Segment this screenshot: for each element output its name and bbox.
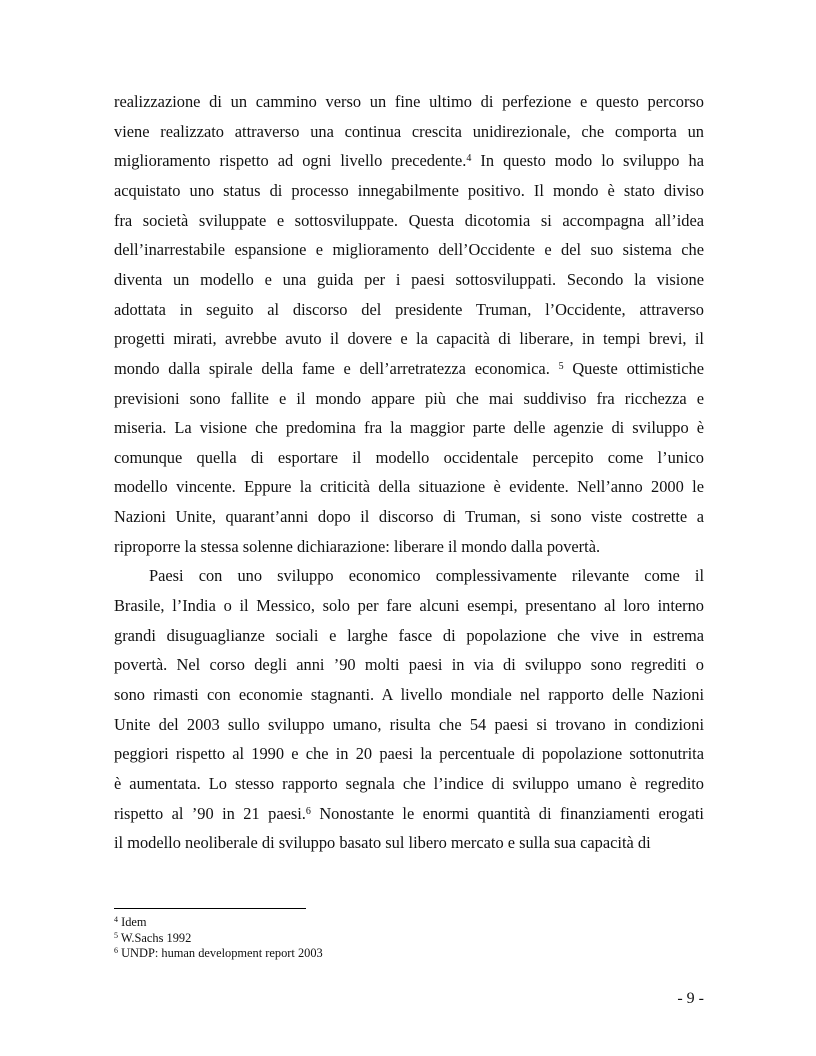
text-line: sono rimasti con economie stagnanti. A livello mondiale nel rapporto delle Nazioni bbox=[114, 685, 704, 704]
text-line: acquistato uno status di processo innegabilmente positivo. Il mondo è stato diviso bbox=[114, 181, 704, 200]
footnote: $^6$ UNDP: human development report 2003 bbox=[114, 946, 323, 960]
text-line: viene realizzato attraverso una continua crescita unidirezionale, che comporta un bbox=[114, 122, 704, 141]
text-line: dell’inarrestabile espansione e miglioramento dell’Occidente e del suo sistema che bbox=[114, 240, 704, 259]
text-line: modello vincente. Eppure la criticità della situazione è evidente. Nell’anno 2000 le bbox=[114, 477, 704, 496]
footnote-separator bbox=[114, 908, 306, 909]
text-line: è aumentata. Lo stesso rapporto segnala che l’indice di sviluppo umano è regredito bbox=[114, 774, 704, 793]
text-line: previsioni sono fallite e il mondo appare più che mai suddiviso fra ricchezza e bbox=[114, 389, 704, 408]
text-line: progetti mirati, avrebbe avuto il dovere e la capacità di liberare, in tempi brevi, il bbox=[114, 329, 704, 348]
text-line: Nazioni Unite, quarant’anni dopo il discorso di Truman, si sono viste costrette a bbox=[114, 507, 704, 526]
footnote: $^4$ Idem bbox=[114, 915, 147, 929]
text-line: realizzazione di un cammino verso un fine ultimo di perfezione e questo percorso bbox=[114, 92, 704, 111]
text-line: grandi disuguaglianze sociali e larghe fasce di popolazione che vive in estrema bbox=[114, 626, 704, 645]
text-line: Unite del 2003 sullo sviluppo umano, risulta che 54 paesi si trovano in condizioni bbox=[114, 715, 704, 734]
footnote-ref: 5 bbox=[558, 361, 564, 372]
text-line: diventa un modello e una guida per i paesi sottosviluppati. Secondo la visione bbox=[114, 270, 704, 289]
text-line: rispetto al ’90 in 21 paesi.$^6$ Nonostante le enormi quantità di finanziamenti erogati bbox=[114, 804, 704, 823]
text-line: Brasile, l’India o il Messico, solo per fare alcuni esempi, presentano al loro interno bbox=[114, 596, 704, 615]
text-line: mondo dalla spirale della fame e dell’arretratezza economica. $^5$ Queste ottimistiche bbox=[114, 359, 704, 378]
text-line: riproporre la stessa solenne dichiarazione: liberare il mondo dalla povertà. bbox=[114, 537, 601, 556]
footnote-ref: 4 bbox=[466, 153, 472, 164]
text-line: miglioramento rispetto ad ogni livello precedente.$^4$ In questo modo lo sviluppo ha bbox=[114, 151, 704, 170]
text-line: Paesi con uno sviluppo economico complessivamente rilevante come il bbox=[149, 566, 704, 585]
footnotes bbox=[114, 915, 323, 962]
text-line: il modello neoliberale di sviluppo basato sul libero mercato e sulla sua capacità di bbox=[114, 833, 651, 852]
text-line: povertà. Nel corso degli anni ’90 molti paesi in via di sviluppo sono regrediti o bbox=[114, 655, 704, 674]
text-line: adottata in seguito al discorso del presidente Truman, l’Occidente, attraverso bbox=[114, 300, 704, 319]
text-line: miseria. La visione che predomina fra la maggior parte delle agenzie di sviluppo è bbox=[114, 418, 704, 437]
page-number: - 9 - bbox=[677, 990, 704, 1007]
text-line: peggiori rispetto al 1990 e che in 20 paesi la percentuale di popolazione sottonutrita bbox=[114, 744, 704, 763]
footnote-ref: 6 bbox=[305, 806, 311, 817]
footnote: $^5$ W.Sachs 1992 bbox=[114, 930, 192, 945]
text-line: comunque quella di esportare il modello occidentale percepito come l’unico bbox=[114, 448, 704, 467]
text-line: fra società sviluppate e sottosviluppate. Questa dicotomia si accompagna all’idea bbox=[114, 211, 704, 230]
